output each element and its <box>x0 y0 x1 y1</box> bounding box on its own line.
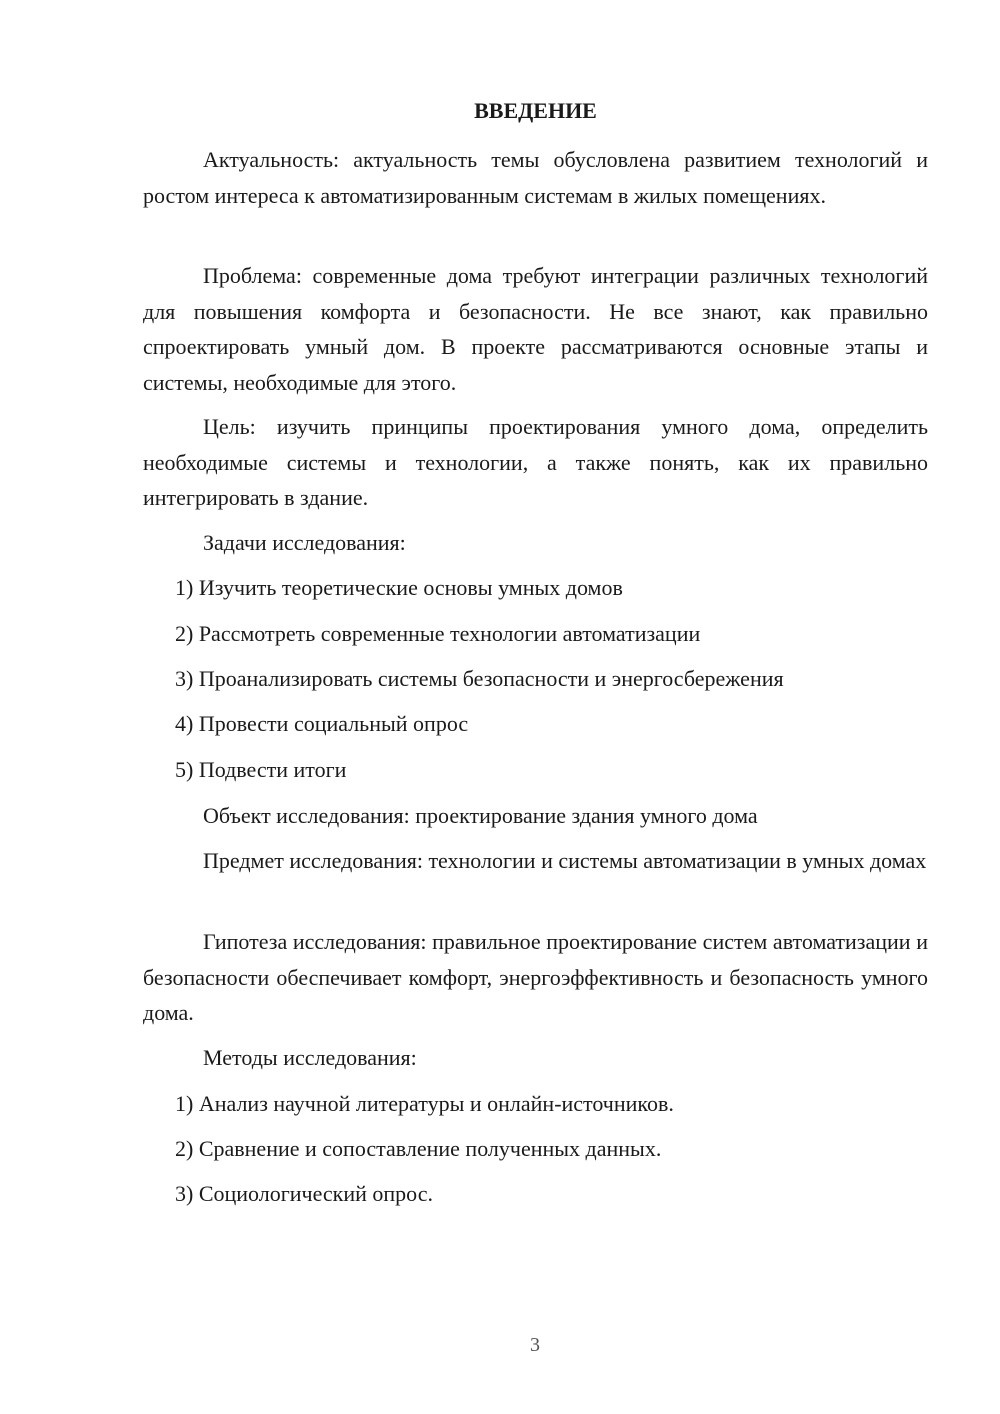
method-item-1: 1) Анализ научной литературы и онлайн-источников. <box>175 1091 674 1116</box>
task-item-1: 1) Изучить теоретические основы умных домов <box>175 575 623 600</box>
task-item-3: 3) Проанализировать системы безопасности и энергосбережения <box>175 666 784 691</box>
methods-heading: Методы исследования: <box>203 1045 417 1070</box>
page-number: 3 <box>530 1334 540 1356</box>
task-item-2: 2) Рассмотреть современные технологии автоматизации <box>175 621 701 646</box>
object-paragraph: Объект исследования: проектирование здания умного дома <box>203 803 758 828</box>
task-item-5: 5) Подвести итоги <box>175 757 347 782</box>
goal-paragraph: Цель: изучить принципы проектирования умного дома, определить необходимые системы и технологии, а также понять, как их правильно интегрировать в здание. <box>143 414 928 510</box>
subject-paragraph: Предмет исследования: технологии и системы автоматизации в умных домах <box>203 848 927 873</box>
hypothesis-paragraph: Гипотеза исследования: правильное проектирование систем автоматизации и безопасности обеспечивает комфорт, энергоэффективность и безопасность умного дома. <box>143 929 928 1025</box>
problem-paragraph: Проблема: современные дома требуют интеграции различных технологий для повышения комфорта и безопасности. Не все знают, как правильно спроектировать умный дом. В проекте рассматриваются основные этапы и системы, необходимые для этого. <box>143 263 928 395</box>
relevance-paragraph: Актуальность: актуальность темы обусловлена развитием технологий и ростом интереса к автоматизированным системам в жилых помещениях. <box>143 147 928 208</box>
page-title: ВВЕДЕНИЕ <box>474 98 597 123</box>
method-item-2: 2) Сравнение и сопоставление полученных данных. <box>175 1136 662 1161</box>
tasks-heading: Задачи исследования: <box>203 530 406 555</box>
task-item-4: 4) Провести социальный опрос <box>175 711 469 736</box>
method-item-3: 3) Социологический опрос. <box>175 1181 433 1206</box>
